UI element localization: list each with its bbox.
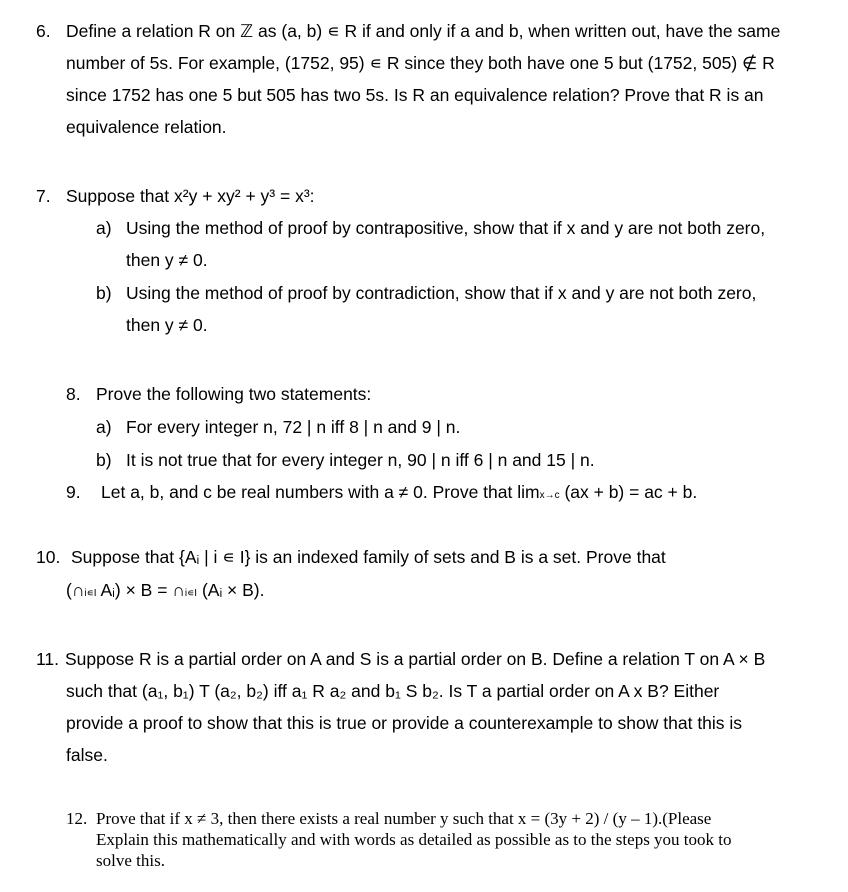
problem-7-number: 7.	[36, 186, 51, 206]
problem-12-line-2: Explain this mathematically and with words as detailed as possible as to the steps you took to	[96, 830, 732, 849]
problem-7a-line-1: Using the method of proof by contrapositive, show that if x and y are not both zero,	[126, 218, 766, 238]
problem-9-number: 9.	[66, 482, 81, 502]
problem-7b-line-1: Using the method of proof by contradiction, show that if x and y are not both zero,	[126, 283, 757, 303]
problem-8a-label: a)	[96, 417, 112, 437]
problem-6-line-4: equivalence relation.	[66, 117, 227, 137]
problem-11-line-2: such that (a₁, b₁) T (a₂, b₂) iff a₁ R a₂ and b₁ S b₂. Is T a partial order on A x B? Either	[66, 681, 720, 701]
problem-7a-line-2: then y ≠ 0.	[126, 250, 208, 270]
problem-6-line-1: Define a relation R on ℤ as (a, b) ∊ R if and only if a and b, when written out, have the same	[66, 21, 781, 41]
problem-8b-label: b)	[96, 450, 112, 470]
problem-7-stem: Suppose that x²y + xy² + y³ = x³:	[66, 186, 315, 206]
problem-12-line-3: solve this.	[96, 851, 165, 870]
problem-8b-text: It is not true that for every integer n, 90 | n iff 6 | n and 15 | n.	[126, 450, 595, 470]
problem-8a-text: For every integer n, 72 | n iff 8 | n and 9 | n.	[126, 417, 461, 437]
problem-6-line-2: number of 5s. For example, (1752, 95) ∊ R since they both have one 5 but (1752, 505) ∉ R	[66, 53, 775, 73]
problem-11-line-4: false.	[66, 745, 108, 765]
problem-10-number: 10.	[36, 547, 61, 567]
problem-10-line-2	[66, 579, 265, 605]
problem-10-line-2-part-c: (Aᵢ × B).	[197, 580, 265, 600]
problem-8-number: 8.	[66, 384, 81, 404]
problem-6-number: 6.	[36, 21, 51, 41]
problem-10-subscript-1: i∊I	[84, 588, 97, 599]
problem-10-line-1: Suppose that {Aᵢ | i ∊ I} is an indexed family of sets and B is a set. Prove that	[71, 547, 666, 567]
problem-6-line-3: since 1752 has one 5 but 505 has two 5s. Is R an equivalence relation? Prove that R is an	[66, 85, 764, 105]
problem-12-number: 12.	[66, 809, 88, 828]
problem-11-line-3: provide a proof to show that this is true or provide a counterexample to show that this is	[66, 713, 743, 733]
problem-12-line-1: Prove that if x ≠ 3, then there exists a real number y such that x = (3y + 2) / (y – 1).(Please	[96, 809, 712, 828]
problem-7b-line-2: then y ≠ 0.	[126, 315, 208, 335]
problem-10-line-2-part-b: Aᵢ) × B = ∩	[96, 580, 185, 600]
problem-11-number: 11.	[36, 649, 60, 669]
problem-7b-label: b)	[96, 283, 112, 303]
problem-10-line-2-part-a: (∩	[66, 580, 85, 600]
problem-9-text-post: (ax + b) = ac + b.	[559, 482, 698, 502]
problem-11-line-1: Suppose R is a partial order on A and S is a partial order on B. Define a relation T on A × B	[65, 649, 766, 669]
problem-10-subscript-2: i∊I	[184, 588, 198, 599]
problem-9-text-pre: Let a, b, and c be real numbers with a ≠ 0. Prove that lim	[101, 482, 540, 502]
problem-9-text	[101, 481, 697, 507]
problem-8-stem: Prove the following two statements:	[96, 384, 372, 404]
problem-9-limit-subscript: x→c	[539, 490, 560, 501]
problem-7a-label: a)	[96, 218, 112, 238]
